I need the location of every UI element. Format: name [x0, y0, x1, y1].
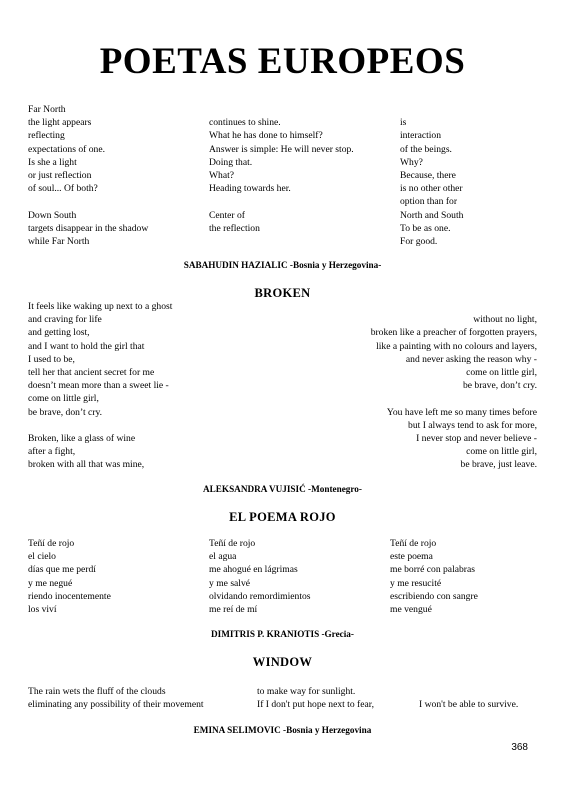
verse-line: Is she a light — [28, 156, 77, 168]
verse-line: continues to shine. — [209, 117, 281, 129]
verse-line: Doing that. — [209, 156, 253, 168]
verse-line: me vengué — [390, 603, 432, 615]
verse-line: North and South — [400, 209, 464, 221]
poem1-column-2 — [209, 103, 354, 235]
verse-line — [209, 103, 354, 116]
verse-line: eliminating any possibility of their movement — [28, 699, 204, 711]
verse-line: días que me perdí — [28, 564, 96, 576]
verse-line: y me salvé — [209, 577, 251, 589]
verse-line: be brave, just leave. — [460, 459, 537, 471]
verse-line: I never stop and never believe - — [416, 432, 537, 444]
verse-line: of the beings. — [400, 143, 452, 155]
verse-line: el agua — [209, 551, 237, 563]
verse-line: Heading towards her. — [209, 183, 291, 195]
verse-line: expectations of one. — [28, 143, 105, 155]
page-number: 368 — [511, 742, 528, 753]
verse-line: olvidando remordimientos — [209, 590, 311, 602]
poem2-author: ALEKSANDRA VUJISIĆ -Montenegro- — [203, 484, 362, 494]
verse-line: el cielo — [28, 551, 56, 563]
verse-line: and craving for life — [28, 314, 102, 326]
poem1-column-1 — [28, 103, 148, 248]
verse-line: Down South — [28, 209, 77, 221]
verse-line: and I want to hold the girl that — [28, 340, 145, 352]
verse-line: Broken, like a glass of wine — [28, 432, 136, 444]
verse-line: este poema — [390, 551, 433, 563]
verse-line: the light appears — [28, 117, 92, 129]
verse-line: like a painting with no colours and layers, — [376, 340, 537, 352]
verse-line: You have left me so many times before — [386, 406, 537, 418]
verse-line: Teñí de rojo — [209, 538, 256, 549]
verse-line — [28, 419, 172, 432]
verse-line: If I don't put hope next to fear, — [257, 699, 374, 711]
verse-line: The rain wets the fluff of the clouds — [28, 686, 166, 697]
poem1-column-3 — [400, 103, 463, 248]
verse-line: It feels like waking up next to a ghost — [28, 301, 173, 312]
verse-line: is — [400, 117, 407, 129]
verse-line: come on little girl, — [28, 393, 99, 405]
verse-line: escribiendo con sangre — [390, 590, 478, 602]
verse-line: I used to be, — [28, 353, 75, 365]
verse-line: reflecting — [28, 130, 65, 142]
poem2-heading: BROKEN — [254, 286, 311, 300]
poem4-heading: WINDOW — [252, 655, 313, 669]
verse-line — [400, 103, 463, 116]
verse-line: broken like a preacher of forgotten prayers, — [370, 327, 537, 339]
poem3-column-3 — [390, 537, 478, 616]
poem3-heading: EL POEMA ROJO — [229, 510, 336, 524]
page-title: POETAS EUROPEOS — [99, 41, 466, 82]
verse-line: I won't be able to survive. — [419, 699, 519, 711]
verse-line: while Far North — [28, 235, 90, 247]
verse-line: me borré con palabras — [390, 564, 475, 576]
verse-line: me reí de mí — [209, 603, 258, 615]
verse-line: Center of — [209, 209, 245, 221]
verse-line: y me resucité — [390, 577, 442, 589]
verse-line: y me negué — [28, 577, 73, 589]
verse-line: Teñí de rojo — [390, 538, 437, 549]
poem3-column-1 — [28, 537, 111, 616]
poem4-author: EMINA SELIMOVIC -Bosnia y Herzegovina — [193, 725, 372, 735]
verse-line — [209, 195, 354, 208]
poem2-right-column — [371, 300, 537, 471]
verse-line: is no other other — [400, 183, 463, 195]
poem3-column-2 — [209, 537, 311, 616]
verse-line: after a fight, — [28, 446, 76, 458]
verse-line: Answer is simple: He will never stop. — [209, 143, 354, 155]
verse-line: Teñí de rojo — [28, 538, 75, 549]
verse-line: or just reflection — [28, 169, 92, 181]
verse-line: doesn’t mean more than a sweet lie - — [28, 380, 169, 392]
verse-line: to make way for sunlight. — [257, 686, 356, 697]
verse-line: me ahogué en lágrimas — [209, 564, 298, 576]
verse-line: targets disappear in the shadow — [28, 222, 149, 234]
verse-line — [419, 685, 518, 698]
poem4-column-2 — [257, 685, 374, 711]
verse-line — [371, 392, 537, 405]
verse-line: come on little girl, — [466, 446, 537, 458]
verse-line: los viví — [28, 603, 57, 615]
poem2-left-column — [28, 300, 172, 471]
verse-line: Because, there — [400, 169, 456, 181]
verse-line: of soul... Of both? — [28, 183, 98, 195]
verse-line: Why? — [400, 156, 423, 168]
verse-line: and getting lost, — [28, 327, 90, 339]
verse-line: What he has done to himself? — [209, 130, 323, 142]
verse-line: without no light, — [473, 314, 537, 326]
poem4-column-3 — [419, 685, 518, 711]
verse-line: riendo inocentemente — [28, 590, 111, 602]
verse-line: and never asking the reason why - — [405, 353, 537, 365]
verse-line: be brave, don’t cry. — [462, 380, 537, 392]
poem1-author: SABAHUDIN HAZIALIC -Bosnia y Herzegovina- — [183, 260, 382, 270]
verse-line — [28, 195, 148, 208]
verse-line: option than for — [400, 196, 458, 208]
verse-line: but I always tend to ask for more, — [408, 419, 537, 431]
verse-line: come on little girl, — [466, 366, 537, 378]
poem4-column-1 — [28, 685, 204, 711]
verse-line: the reflection — [209, 222, 260, 234]
verse-line: For good. — [400, 235, 438, 247]
verse-line: be brave, don’t cry. — [28, 406, 103, 418]
verse-line: To be as one. — [400, 222, 451, 234]
verse-line: broken with all that was mine, — [28, 459, 145, 471]
verse-line: tell her that ancient secret for me — [28, 366, 155, 378]
poem3-author: DIMITRIS P. KRANIOTIS -Grecia- — [211, 629, 354, 639]
verse-line: interaction — [400, 130, 442, 142]
verse-line — [371, 300, 537, 313]
verse-line: What? — [209, 169, 235, 181]
verse-line: Far North — [28, 104, 66, 115]
